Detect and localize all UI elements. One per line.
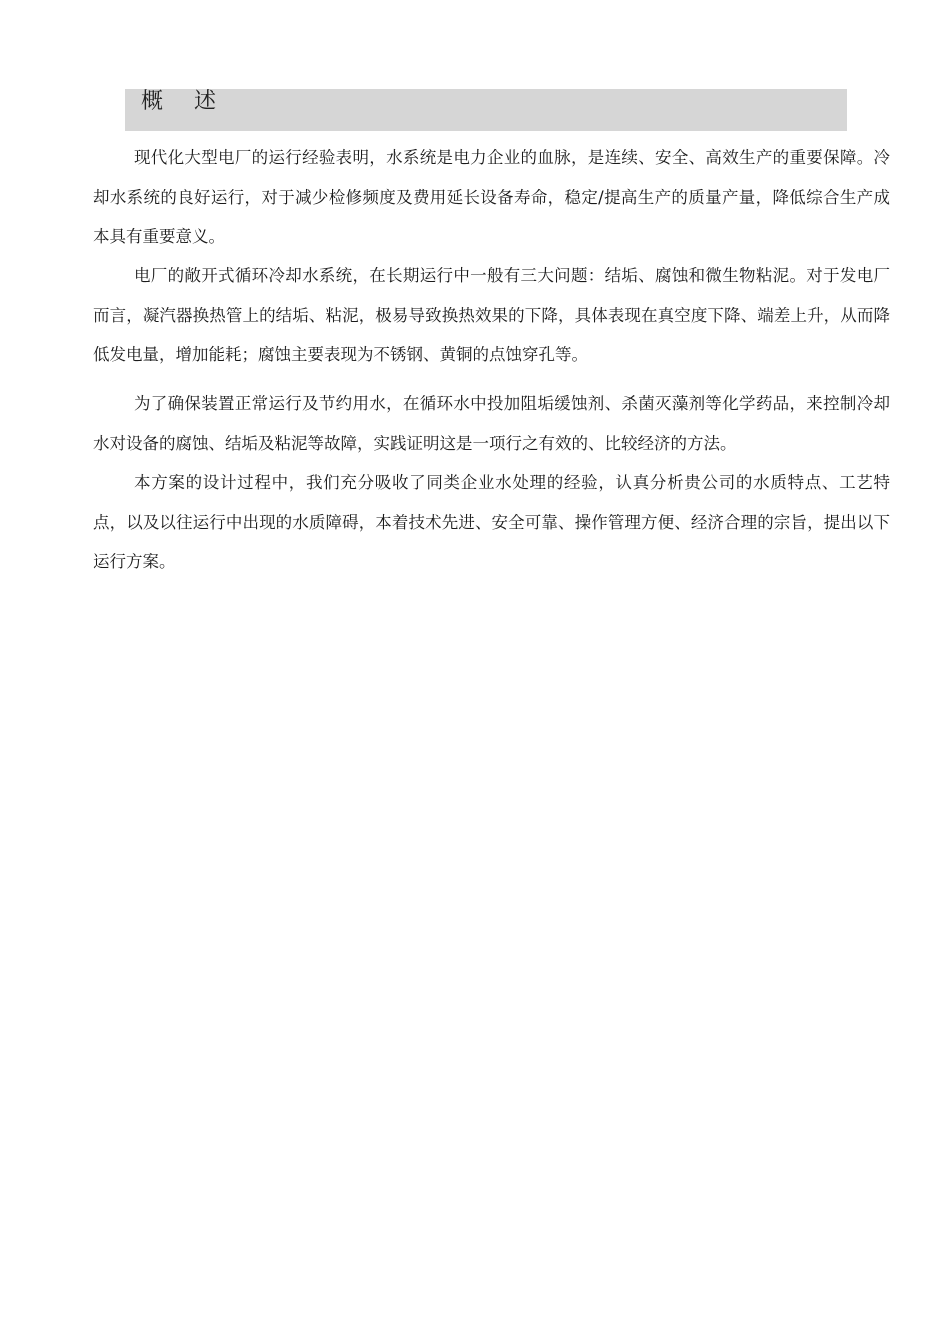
- paragraph-overview: 现代化大型电厂的运行经验表明，水系统是电力企业的血脉，是连续、安全、高效生产的重要保障。冷却水系统的良好运行，对于减少检修频度及费用延长设备寿命，稳定/提高生产的质量产量，降低综合生产成本具有重要意义。: [93, 148, 890, 246]
- paragraph-plan: 本方案的设计过程中，我们充分吸收了同类企业水处理的经验，认真分析贵公司的水质特点、工艺特点，以及以往运行中出现的水质障碍，本着技术先进、安全可靠、操作管理方便、经济合理的宗旨，提出以下运行方案。: [93, 473, 890, 571]
- section-title: 概 述: [141, 89, 228, 114]
- paragraph-problems: 电厂的敞开式循环冷却水系统，在长期运行中一般有三大问题：结垢、腐蚀和微生物粘泥。对于发电厂而言，凝汽器换热管上的结垢、粘泥，极易导致换热效果的下降，具体表现在真空度下降、端差上升，从而降低发电量，增加能耗；腐蚀主要表现为不锈钢、黄铜的点蚀穿孔等。: [93, 266, 890, 364]
- section-header: [125, 89, 847, 131]
- paragraph-treatment: 为了确保装置正常运行及节约用水，在循环水中投加阻垢缓蚀剂、杀菌灭藻剂等化学药品，来控制冷却水对设备的腐蚀、结垢及粘泥等故障，实践证明这是一项行之有效的、比较经济的方法。: [93, 394, 890, 453]
